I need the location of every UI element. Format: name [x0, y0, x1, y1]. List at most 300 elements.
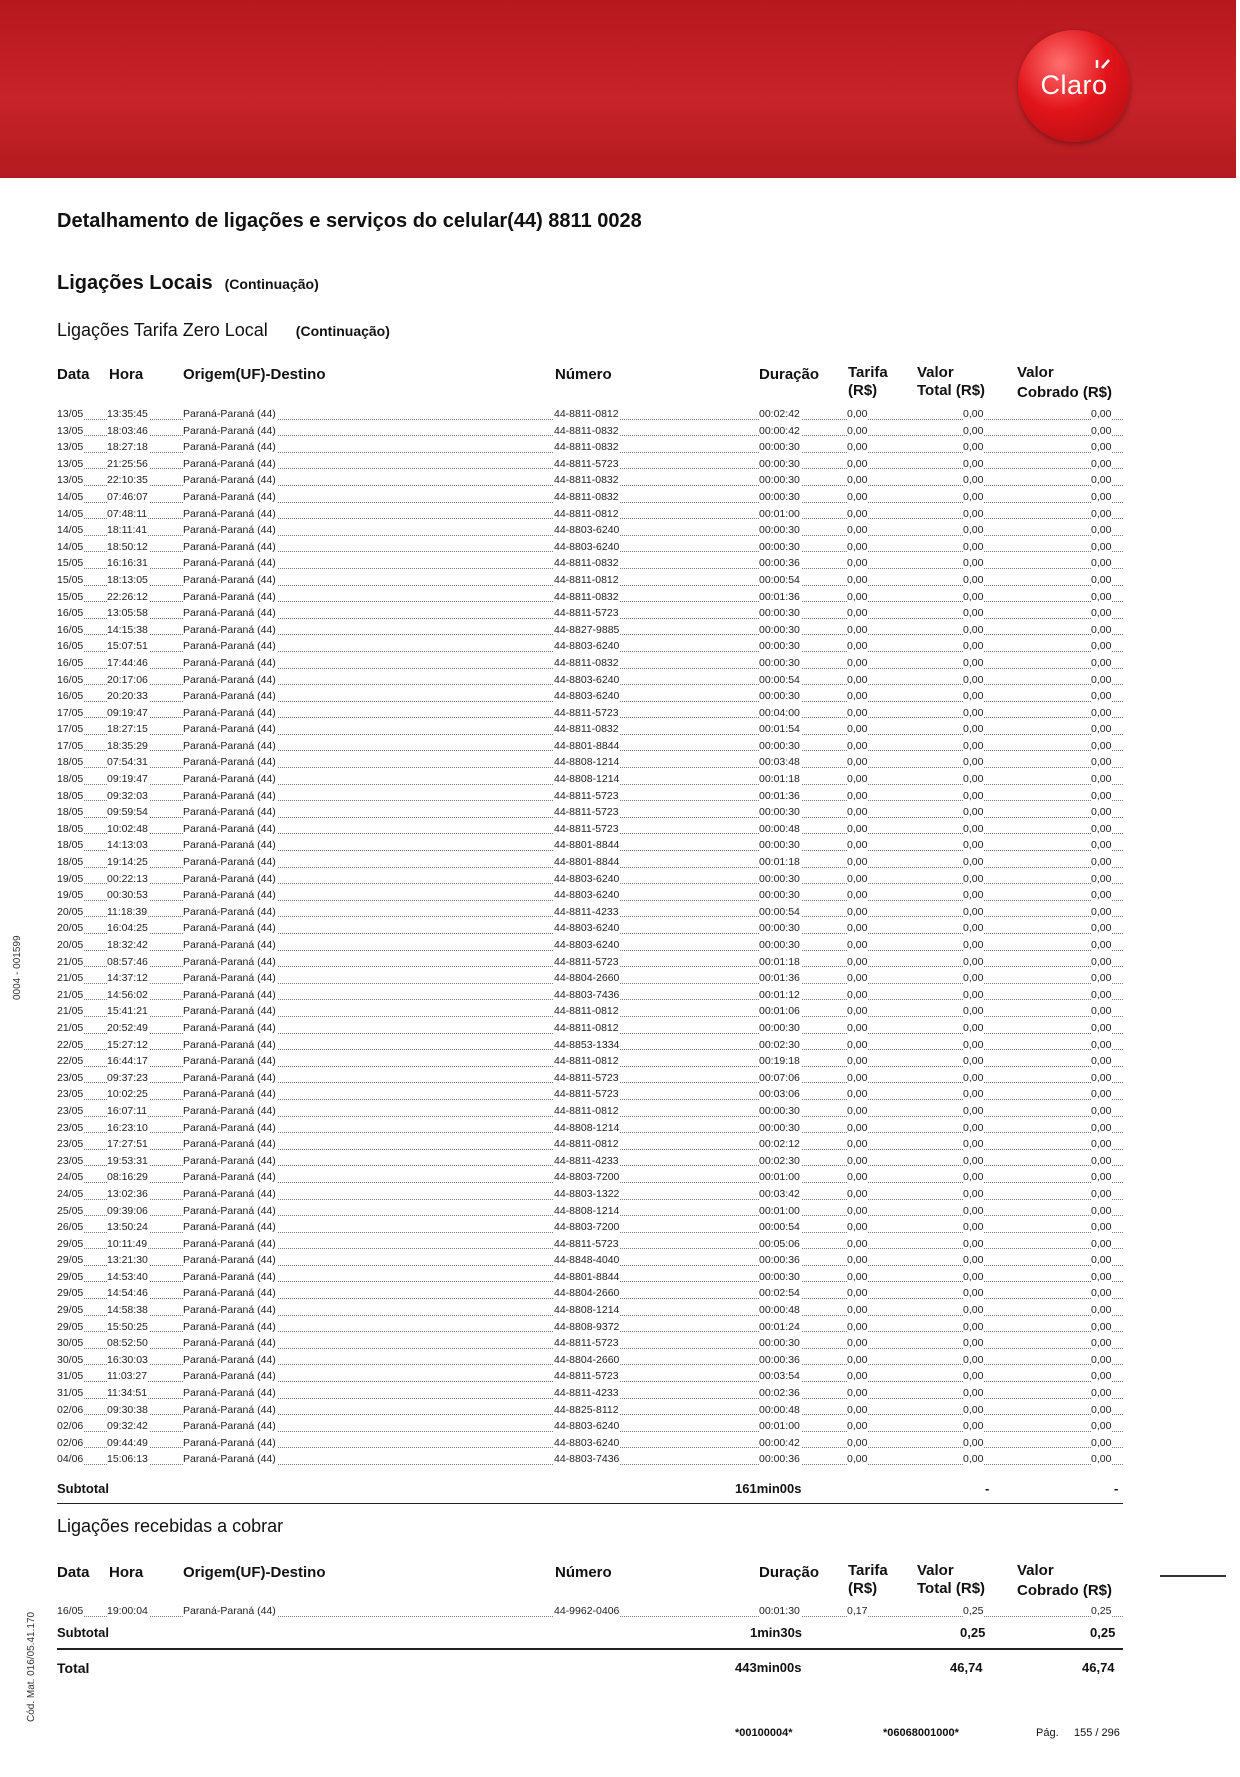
cell-date: 23/05 — [57, 1136, 84, 1153]
cell-number: 44-8801-8844 — [554, 854, 620, 871]
cell-total-value: 0,00 — [963, 788, 984, 805]
cell-date: 02/06 — [57, 1402, 84, 1419]
cell-duration: 00:03:42 — [759, 1186, 801, 1203]
cell-origin-destination: Paraná-Paraná (44) — [183, 522, 277, 539]
cell-date: 19/05 — [57, 887, 84, 904]
table-row — [57, 937, 1123, 954]
cell-origin-destination: Paraná-Paraná (44) — [183, 605, 277, 622]
cell-origin-destination: Paraná-Paraná (44) — [183, 1136, 277, 1153]
cell-duration: 00:00:48 — [759, 1402, 801, 1419]
cell-origin-destination: Paraná-Paraná (44) — [183, 406, 277, 423]
cell-date: 16/05 — [57, 638, 84, 655]
cell-charged-value: 0,00 — [1091, 1086, 1112, 1103]
cell-duration: 00:01:36 — [759, 970, 801, 987]
cell-duration: 00:00:30 — [759, 1269, 801, 1286]
cell-charged-value: 0,00 — [1091, 1418, 1112, 1435]
cell-tariff: 0,00 — [847, 871, 868, 888]
cell-duration: 00:03:48 — [759, 754, 801, 771]
cell-tariff: 0,00 — [847, 472, 868, 489]
cell-duration: 00:01:18 — [759, 771, 801, 788]
cell-time: 14:53:40 — [107, 1269, 149, 1286]
margin-mark — [1160, 1575, 1226, 1577]
cell-duration: 00:00:30 — [759, 1335, 801, 1352]
cell-origin-destination: Paraná-Paraná (44) — [183, 887, 277, 904]
cell-total-value: 0,00 — [963, 1037, 984, 1054]
cell-tariff: 0,00 — [847, 1368, 868, 1385]
table-row — [57, 1603, 1123, 1620]
cell-date: 14/05 — [57, 506, 84, 523]
cell-total-value: 0,00 — [963, 638, 984, 655]
cell-charged-value: 0,00 — [1091, 738, 1112, 755]
cell-origin-destination: Paraná-Paraná (44) — [183, 1169, 277, 1186]
cell-date: 21/05 — [57, 970, 84, 987]
cell-tariff: 0,00 — [847, 1435, 868, 1452]
cell-origin-destination: Paraná-Paraná (44) — [183, 1352, 277, 1369]
cell-total-value: 0,00 — [963, 1070, 984, 1087]
cell-tariff: 0,00 — [847, 622, 868, 639]
cell-date: 18/05 — [57, 804, 84, 821]
cell-charged-value: 0,00 — [1091, 472, 1112, 489]
cell-date: 18/05 — [57, 771, 84, 788]
cell-charged-value: 0,00 — [1091, 954, 1112, 971]
table-row — [57, 1153, 1123, 1170]
cell-origin-destination: Paraná-Paraná (44) — [183, 1435, 277, 1452]
col-header-origem: Origem(UF)-Destino — [183, 366, 326, 383]
cell-origin-destination: Paraná-Paraná (44) — [183, 1603, 277, 1620]
cell-charged-value: 0,00 — [1091, 1186, 1112, 1203]
cell-total-value: 0,00 — [963, 456, 984, 473]
cell-time: 08:16:29 — [107, 1169, 149, 1186]
cell-date: 16/05 — [57, 605, 84, 622]
section-title — [57, 272, 319, 295]
cell-origin-destination: Paraná-Paraná (44) — [183, 1285, 277, 1302]
cell-tariff: 0,00 — [847, 754, 868, 771]
cell-charged-value: 0,00 — [1091, 854, 1112, 871]
cell-tariff: 0,00 — [847, 705, 868, 722]
cell-date: 24/05 — [57, 1169, 84, 1186]
cell-date: 17/05 — [57, 721, 84, 738]
cell-number: 44-8803-6240 — [554, 887, 620, 904]
table-row — [57, 472, 1123, 489]
cell-time: 16:04:25 — [107, 920, 149, 937]
col2-header-numero: Número — [555, 1564, 612, 1581]
cell-date: 30/05 — [57, 1352, 84, 1369]
table-row — [57, 1169, 1123, 1186]
cell-number: 44-8811-5723 — [554, 804, 620, 821]
cell-date: 18/05 — [57, 837, 84, 854]
cell-date: 02/06 — [57, 1418, 84, 1435]
cell-charged-value: 0,00 — [1091, 1219, 1112, 1236]
cell-time: 16:30:03 — [107, 1352, 149, 1369]
cell-total-value: 0,00 — [963, 937, 984, 954]
table-row — [57, 721, 1123, 738]
cell-total-value: 0,00 — [963, 539, 984, 556]
cell-origin-destination: Paraná-Paraná (44) — [183, 472, 277, 489]
cell-time: 13:50:24 — [107, 1219, 149, 1236]
cell-duration: 00:00:30 — [759, 1120, 801, 1137]
cell-tariff: 0,00 — [847, 672, 868, 689]
cell-time: 07:48:11 — [107, 506, 148, 523]
cell-total-value: 0,00 — [963, 1385, 984, 1402]
cell-total-value: 0,00 — [963, 522, 984, 539]
cell-total-value: 0,00 — [963, 1136, 984, 1153]
cell-total-value: 0,00 — [963, 572, 984, 589]
table-row — [57, 406, 1123, 423]
cell-date: 20/05 — [57, 937, 84, 954]
cell-charged-value: 0,00 — [1091, 1003, 1112, 1020]
cell-time: 20:20:33 — [107, 688, 149, 705]
cell-duration: 00:00:30 — [759, 871, 801, 888]
cell-origin-destination: Paraná-Paraná (44) — [183, 1319, 277, 1336]
cell-date: 14/05 — [57, 522, 84, 539]
cell-tariff: 0,00 — [847, 721, 868, 738]
cell-total-value: 0,25 — [963, 1603, 984, 1620]
table-row — [57, 1302, 1123, 1319]
cell-duration: 00:02:30 — [759, 1037, 801, 1054]
cell-duration: 00:01:24 — [759, 1319, 801, 1336]
cell-origin-destination: Paraná-Paraná (44) — [183, 1269, 277, 1286]
cell-number: 44-8811-0812 — [554, 572, 620, 589]
cell-origin-destination: Paraná-Paraná (44) — [183, 987, 277, 1004]
cell-date: 16/05 — [57, 1603, 84, 1620]
col-header-vc-line1: Valor — [1017, 364, 1054, 381]
cell-date: 16/05 — [57, 622, 84, 639]
cell-tariff: 0,00 — [847, 970, 868, 987]
cell-origin-destination: Paraná-Paraná (44) — [183, 1086, 277, 1103]
cell-tariff: 0,00 — [847, 605, 868, 622]
cell-charged-value: 0,00 — [1091, 705, 1112, 722]
cell-total-value: 0,00 — [963, 1302, 984, 1319]
cell-tariff: 0,00 — [847, 1203, 868, 1220]
cell-time: 15:06:13 — [107, 1451, 149, 1468]
cell-number: 44-8803-6240 — [554, 688, 620, 705]
cell-total-value: 0,00 — [963, 1103, 984, 1120]
cell-total-value: 0,00 — [963, 1203, 984, 1220]
cell-charged-value: 0,00 — [1091, 1368, 1112, 1385]
cell-origin-destination: Paraná-Paraná (44) — [183, 738, 277, 755]
cell-number: 44-8853-1334 — [554, 1037, 620, 1054]
cell-date: 02/06 — [57, 1435, 84, 1452]
cell-duration: 00:02:36 — [759, 1385, 801, 1402]
cell-tariff: 0,00 — [847, 904, 868, 921]
cell-total-value: 0,00 — [963, 1269, 984, 1286]
cell-tariff: 0,00 — [847, 406, 868, 423]
cell-tariff: 0,00 — [847, 821, 868, 838]
cell-date: 18/05 — [57, 754, 84, 771]
cell-total-value: 0,00 — [963, 970, 984, 987]
cell-origin-destination: Paraná-Paraná (44) — [183, 1020, 277, 1037]
cell-time: 17:27:51 — [107, 1136, 149, 1153]
cell-charged-value: 0,00 — [1091, 489, 1112, 506]
cell-charged-value: 0,00 — [1091, 937, 1112, 954]
cell-total-value: 0,00 — [963, 754, 984, 771]
collect-title: Ligações recebidas a cobrar — [57, 1516, 284, 1536]
cell-origin-destination: Paraná-Paraná (44) — [183, 638, 277, 655]
table-row — [57, 605, 1123, 622]
cell-origin-destination: Paraná-Paraná (44) — [183, 622, 277, 639]
cell-time: 14:58:38 — [107, 1302, 149, 1319]
subsection-title-text: Ligações Tarifa Zero Local — [57, 320, 268, 340]
cell-time: 09:39:06 — [107, 1203, 149, 1220]
cell-number: 44-8811-4233 — [554, 904, 620, 921]
cell-total-value: 0,00 — [963, 1236, 984, 1253]
subtotal-valor-total: - — [985, 1481, 990, 1496]
cell-time: 08:57:46 — [107, 954, 149, 971]
cell-duration: 00:01:00 — [759, 1203, 801, 1220]
cell-duration: 00:01:12 — [759, 987, 801, 1004]
cell-charged-value: 0,00 — [1091, 589, 1112, 606]
cell-charged-value: 0,00 — [1091, 622, 1112, 639]
cell-tariff: 0,00 — [847, 1418, 868, 1435]
cell-number: 44-8811-0832 — [554, 655, 620, 672]
cell-total-value: 0,00 — [963, 1319, 984, 1336]
table-row — [57, 1418, 1123, 1435]
cell-tariff: 0,00 — [847, 489, 868, 506]
cell-duration: 00:01:36 — [759, 788, 801, 805]
claro-logo — [1018, 30, 1130, 142]
total-valor-cobrado: 46,74 — [1082, 1660, 1115, 1675]
cell-number: 44-8811-0812 — [554, 1020, 620, 1037]
cell-charged-value: 0,00 — [1091, 1451, 1112, 1468]
cell-charged-value: 0,00 — [1091, 1385, 1112, 1402]
cell-date: 25/05 — [57, 1203, 84, 1220]
table-row — [57, 1285, 1123, 1302]
cell-charged-value: 0,00 — [1091, 1402, 1112, 1419]
cell-duration: 00:01:30 — [759, 1603, 801, 1620]
cell-tariff: 0,00 — [847, 1120, 868, 1137]
cell-duration: 00:02:30 — [759, 1153, 801, 1170]
cell-duration: 00:00:30 — [759, 655, 801, 672]
cell-number: 44-8811-0812 — [554, 1136, 620, 1153]
cell-charged-value: 0,00 — [1091, 1252, 1112, 1269]
cell-number: 44-8811-5723 — [554, 821, 620, 838]
cell-charged-value: 0,00 — [1091, 423, 1112, 440]
cell-total-value: 0,00 — [963, 406, 984, 423]
table-row — [57, 655, 1123, 672]
cell-date: 21/05 — [57, 1020, 84, 1037]
cell-charged-value: 0,00 — [1091, 887, 1112, 904]
cell-number: 44-8811-0812 — [554, 1053, 620, 1070]
cell-number: 44-8811-5723 — [554, 1070, 620, 1087]
cell-duration: 00:02:54 — [759, 1285, 801, 1302]
cell-origin-destination: Paraná-Paraná (44) — [183, 904, 277, 921]
table-row — [57, 1252, 1123, 1269]
cell-origin-destination: Paraná-Paraná (44) — [183, 1120, 277, 1137]
cell-origin-destination: Paraná-Paraná (44) — [183, 804, 277, 821]
cell-tariff: 0,00 — [847, 854, 868, 871]
cell-total-value: 0,00 — [963, 837, 984, 854]
cell-origin-destination: Paraná-Paraná (44) — [183, 1236, 277, 1253]
cell-time: 16:07:11 — [107, 1103, 148, 1120]
cell-duration: 00:00:30 — [759, 638, 801, 655]
cell-charged-value: 0,00 — [1091, 605, 1112, 622]
cell-duration: 00:00:30 — [759, 539, 801, 556]
collect-subtotal-label: Subtotal — [57, 1625, 109, 1640]
cell-origin-destination: Paraná-Paraná (44) — [183, 1103, 277, 1120]
col2-header-tarifa — [848, 1562, 888, 1598]
cell-tariff: 0,00 — [847, 1020, 868, 1037]
cell-duration: 00:00:42 — [759, 1435, 801, 1452]
cell-charged-value: 0,00 — [1091, 1070, 1112, 1087]
table-row — [57, 705, 1123, 722]
divider-line — [57, 1503, 1123, 1504]
cell-total-value: 0,00 — [963, 821, 984, 838]
cell-duration: 00:02:12 — [759, 1136, 801, 1153]
cell-number: 44-8811-5723 — [554, 1368, 620, 1385]
cell-charged-value: 0,00 — [1091, 1435, 1112, 1452]
cell-charged-value: 0,00 — [1091, 1203, 1112, 1220]
cell-time: 19:00:04 — [107, 1603, 149, 1620]
subsection-title — [57, 320, 390, 341]
table-row — [57, 837, 1123, 854]
cell-tariff: 0,00 — [847, 1285, 868, 1302]
cell-tariff: 0,00 — [847, 837, 868, 854]
cell-total-value: 0,00 — [963, 1120, 984, 1137]
cell-duration: 00:01:06 — [759, 1003, 801, 1020]
cell-duration: 00:00:54 — [759, 672, 801, 689]
cell-time: 17:44:46 — [107, 655, 149, 672]
cell-charged-value: 0,00 — [1091, 1120, 1112, 1137]
table-row — [57, 904, 1123, 921]
logo-text: Claro — [1040, 70, 1108, 100]
cell-time: 20:17:06 — [107, 672, 149, 689]
cell-date: 29/05 — [57, 1319, 84, 1336]
cell-number: 44-8803-1322 — [554, 1186, 620, 1203]
table-row — [57, 854, 1123, 871]
cell-date: 17/05 — [57, 705, 84, 722]
cell-charged-value: 0,00 — [1091, 539, 1112, 556]
col2-header-hora: Hora — [109, 1564, 144, 1581]
cell-tariff: 0,00 — [847, 1451, 868, 1468]
cell-time: 10:02:25 — [107, 1086, 149, 1103]
cell-charged-value: 0,00 — [1091, 688, 1112, 705]
cell-duration: 00:01:00 — [759, 1169, 801, 1186]
cell-date: 29/05 — [57, 1285, 84, 1302]
cell-number: 44-8811-5723 — [554, 1236, 620, 1253]
table-row — [57, 871, 1123, 888]
cell-charged-value: 0,00 — [1091, 837, 1112, 854]
cell-total-value: 0,00 — [963, 1053, 984, 1070]
table-row — [57, 1385, 1123, 1402]
cell-number: 44-9962-0406 — [554, 1603, 620, 1620]
table-row — [57, 1120, 1123, 1137]
table-row — [57, 1451, 1123, 1468]
cell-number: 44-8811-5723 — [554, 456, 620, 473]
cell-number: 44-8811-4233 — [554, 1153, 620, 1170]
cell-date: 13/05 — [57, 439, 84, 456]
cell-number: 44-8803-6240 — [554, 871, 620, 888]
cell-duration: 00:00:36 — [759, 1451, 801, 1468]
cell-date: 18/05 — [57, 788, 84, 805]
cell-total-value: 0,00 — [963, 605, 984, 622]
cell-number: 44-8803-7436 — [554, 987, 620, 1004]
cell-charged-value: 0,00 — [1091, 1037, 1112, 1054]
cell-charged-value: 0,00 — [1091, 1103, 1112, 1120]
col-header-valor-total — [917, 364, 985, 400]
cell-total-value: 0,00 — [963, 672, 984, 689]
cell-time: 19:53:31 — [107, 1153, 149, 1170]
cell-origin-destination: Paraná-Paraná (44) — [183, 837, 277, 854]
cell-tariff: 0,00 — [847, 937, 868, 954]
table-row — [57, 1070, 1123, 1087]
cell-charged-value: 0,00 — [1091, 771, 1112, 788]
cell-duration: 00:00:36 — [759, 555, 801, 572]
cell-time: 15:50:25 — [107, 1319, 149, 1336]
cell-total-value: 0,00 — [963, 1352, 984, 1369]
collect-subtotal-valor-cobrado: 0,25 — [1090, 1625, 1116, 1640]
cell-time: 00:22:13 — [107, 871, 149, 888]
cell-duration: 00:00:30 — [759, 489, 801, 506]
cell-total-value: 0,00 — [963, 1153, 984, 1170]
cell-number: 44-8808-1214 — [554, 1203, 620, 1220]
table-row — [57, 672, 1123, 689]
cell-time: 18:27:15 — [107, 721, 149, 738]
cell-date: 13/05 — [57, 423, 84, 440]
cell-number: 44-8803-6240 — [554, 937, 620, 954]
cell-date: 22/05 — [57, 1037, 84, 1054]
cell-tariff: 0,00 — [847, 1037, 868, 1054]
cell-origin-destination: Paraná-Paraná (44) — [183, 1153, 277, 1170]
cell-duration: 00:01:00 — [759, 1418, 801, 1435]
cell-charged-value: 0,00 — [1091, 1335, 1112, 1352]
cell-time: 18:50:12 — [107, 539, 149, 556]
cell-origin-destination: Paraná-Paraná (44) — [183, 539, 277, 556]
cell-time: 11:03:27 — [107, 1368, 148, 1385]
logo-rays-icon — [1092, 58, 1112, 72]
cell-charged-value: 0,00 — [1091, 1169, 1112, 1186]
table-row — [57, 688, 1123, 705]
cell-number: 44-8803-6240 — [554, 920, 620, 937]
cell-date: 18/05 — [57, 854, 84, 871]
cell-number: 44-8848-4040 — [554, 1252, 620, 1269]
cell-tariff: 0,00 — [847, 589, 868, 606]
cell-charged-value: 0,00 — [1091, 1352, 1112, 1369]
cell-total-value: 0,00 — [963, 1219, 984, 1236]
cell-time: 16:44:17 — [107, 1053, 149, 1070]
cell-tariff: 0,00 — [847, 1053, 868, 1070]
cell-charged-value: 0,00 — [1091, 804, 1112, 821]
cell-total-value: 0,00 — [963, 1418, 984, 1435]
cell-charged-value: 0,00 — [1091, 1236, 1112, 1253]
cell-number: 44-8811-0812 — [554, 1103, 620, 1120]
cell-date: 04/06 — [57, 1451, 84, 1468]
cell-number: 44-8811-0832 — [554, 489, 620, 506]
col2-header-valor-total — [917, 1562, 985, 1598]
cell-number: 44-8803-6240 — [554, 638, 620, 655]
cell-duration: 00:02:42 — [759, 406, 801, 423]
table-row — [57, 522, 1123, 539]
cell-tariff: 0,00 — [847, 1169, 868, 1186]
cell-date: 21/05 — [57, 987, 84, 1004]
cell-origin-destination: Paraná-Paraná (44) — [183, 954, 277, 971]
col-header-tarifa-line1: Tarifa — [848, 364, 888, 381]
cell-duration: 00:01:18 — [759, 954, 801, 971]
cell-date: 16/05 — [57, 672, 84, 689]
total-valor-total: 46,74 — [950, 1660, 983, 1675]
table-row — [57, 1020, 1123, 1037]
cell-time: 09:19:47 — [107, 771, 149, 788]
cell-tariff: 0,00 — [847, 688, 868, 705]
cell-date: 15/05 — [57, 589, 84, 606]
cell-total-value: 0,00 — [963, 472, 984, 489]
cell-time: 00:30:53 — [107, 887, 149, 904]
cell-time: 09:32:03 — [107, 788, 149, 805]
table-row — [57, 1053, 1123, 1070]
table-row — [57, 970, 1123, 987]
table-row — [57, 804, 1123, 821]
col2-header-vc-line1: Valor — [1017, 1562, 1054, 1579]
cell-time: 19:14:25 — [107, 854, 149, 871]
